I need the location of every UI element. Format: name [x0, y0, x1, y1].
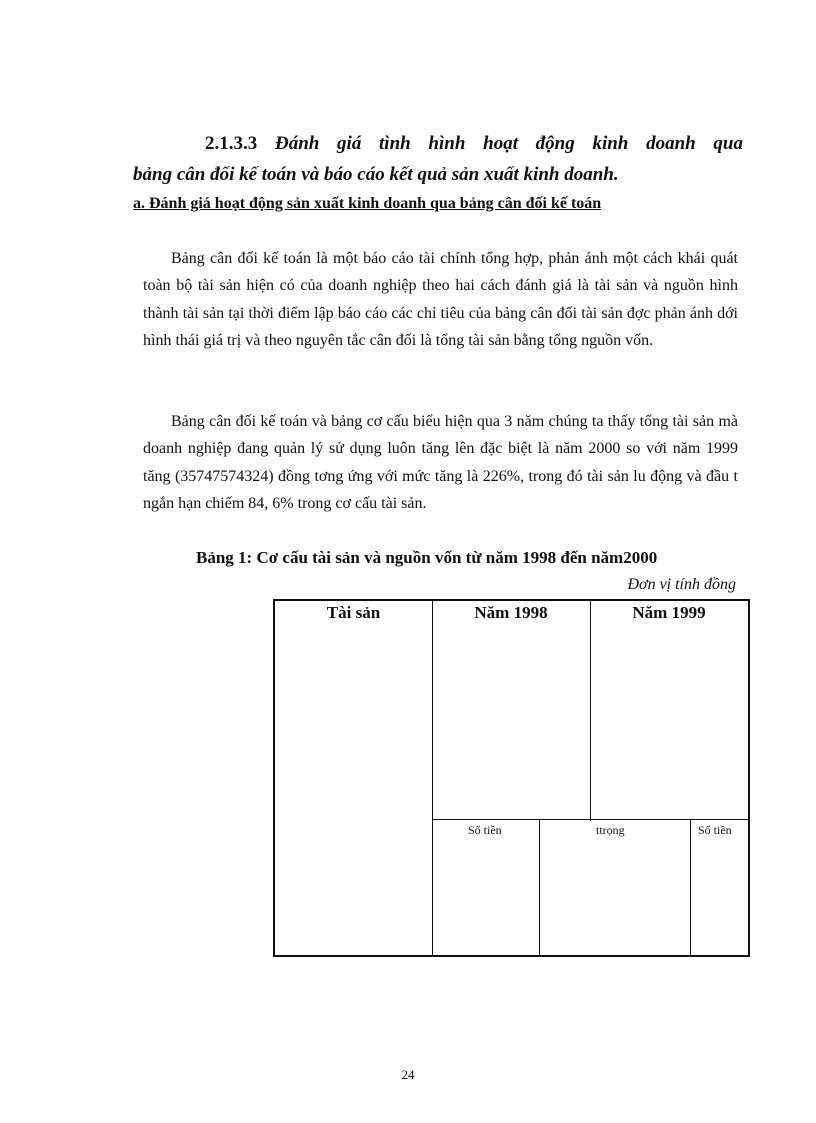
section-number: 2.1.3.3	[205, 133, 258, 154]
table-title: Bảng 1: Cơ cấu tài sản và nguồn vốn từ năm 1998 đến năm2000	[196, 548, 658, 567]
row-divider	[432, 819, 748, 820]
column-divider	[539, 819, 540, 955]
subheader-amount: Số tiền	[698, 823, 732, 837]
column-divider	[590, 601, 591, 821]
header-assets: Tài sản	[326, 603, 381, 622]
column-divider	[432, 601, 433, 955]
section-heading-line1	[133, 130, 743, 158]
subheader-proportion: ttrọng	[596, 823, 625, 837]
paragraph-1: Bảng cân đối kế toán là một báo cáo tài chính tổng hợp, phản ánh một cách khái quát toàn bộ tài sản hiện có của doanh nghiệp theo hai cách đánh giá là tài sản và nguồn hình thành tài sản tại thời điểm lập báo cáo các chỉ tiêu của bảng cân đối tài sản đợc phản ánh dới hình thái giá trị và theo nguyên tắc cân đối là tổng tài sản bằng tổng nguồn vốn.	[143, 250, 738, 350]
subheading: a. Đánh giá hoạt động sản xuất kinh doanh qua bảng cân đối kế toán	[133, 195, 602, 212]
page-number: 24	[401, 1067, 415, 1082]
header-year-1998: Năm 1998	[474, 603, 548, 622]
header-year-1999: Năm 1999	[632, 603, 706, 622]
section-title-part1: Đánh giá tình hình hoạt động kinh doanh qua	[274, 133, 743, 154]
section-heading-line2: bảng cân đối kế toán và báo cáo kết quả sản xuất kinh doanh.	[133, 164, 619, 185]
table-unit: Đơn vị tính đồng	[627, 576, 736, 593]
column-divider	[690, 819, 691, 955]
asset-structure-table	[273, 599, 750, 957]
paragraph-2: Bảng cân đối kế toán và bảng cơ cấu biểu hiện qua 3 năm chúng ta thấy tổng tài sản mà doanh nghiệp đang quản lý sử dụng luôn tăng lên đặc biệt là năm 2000 so với năm 1999 tăng (35747574324) đồng tơng ứng với mức tăng là 226%, trong đó tài sản lu động và đầu t ngắn hạn chiếm 84, 6% trong cơ cấu tài sản.	[143, 413, 738, 513]
subheader-amount: Số tiền	[468, 823, 502, 837]
